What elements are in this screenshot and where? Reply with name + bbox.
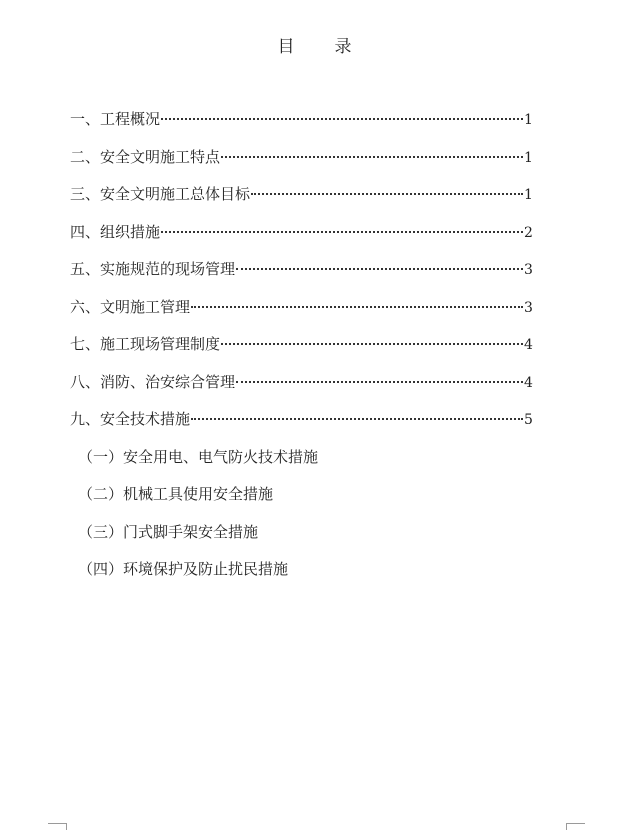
toc-sub-entry-label: （一）安全用电、电气防火技术措施 [78, 447, 319, 466]
toc-title [0, 32, 629, 57]
toc-page-number: 1 [524, 112, 533, 128]
toc-entry[interactable] [70, 104, 532, 142]
toc-page-number: 3 [524, 262, 533, 278]
toc-page-number: 5 [524, 412, 533, 428]
toc-sub-entry[interactable] [70, 554, 532, 592]
toc-dot-leader [221, 142, 523, 158]
toc-entry[interactable] [70, 367, 532, 405]
toc-title-right: 录 [334, 37, 352, 57]
toc-page-number: 1 [524, 149, 533, 166]
toc-page-number: 4 [524, 337, 533, 353]
toc-dot-leader [236, 254, 523, 270]
toc-entry[interactable] [70, 329, 532, 367]
toc-entry-label: 九、安全技术措施 [70, 410, 191, 428]
toc-list [70, 104, 532, 592]
toc-page-number: 3 [524, 299, 533, 316]
toc-dot-leader [191, 292, 523, 308]
toc-entry[interactable] [70, 292, 532, 330]
toc-entry-label: 五、实施规范的现场管理 [70, 260, 236, 278]
toc-entry[interactable] [70, 142, 532, 180]
toc-dot-leader [191, 404, 523, 420]
toc-title-left: 目 [277, 37, 295, 57]
toc-sub-entry-label: （三）门式脚手架安全措施 [78, 522, 259, 541]
toc-dot-leader [161, 104, 523, 120]
toc-page-number: 2 [524, 224, 533, 241]
toc-sub-entry[interactable] [70, 442, 532, 480]
toc-sub-entry[interactable] [70, 479, 532, 517]
toc-sub-entry[interactable] [70, 517, 532, 555]
toc-sub-entry-label: （四）环境保护及防止扰民措施 [78, 560, 289, 578]
toc-entry[interactable] [70, 254, 532, 292]
toc-sub-entry-label: （二）机械工具使用安全措施 [78, 485, 274, 503]
toc-entry-label: 六、文明施工管理 [70, 297, 191, 316]
toc-entry-label: 四、组织措施 [70, 222, 161, 241]
toc-entry-label: 八、消防、治安综合管理 [70, 372, 236, 391]
toc-dot-leader [236, 367, 523, 383]
toc-page-number: 1 [524, 187, 533, 203]
toc-entry-label: 一、工程概况 [70, 110, 161, 128]
toc-page-number: 4 [524, 374, 533, 391]
toc-entry-label: 七、施工现场管理制度 [70, 335, 221, 353]
toc-entry[interactable] [70, 179, 532, 217]
toc-dot-leader [251, 179, 523, 195]
toc-dot-leader [161, 217, 523, 233]
toc-entry-label: 三、安全文明施工总体目标 [70, 185, 251, 203]
toc-entry[interactable] [70, 217, 532, 255]
toc-dot-leader [221, 329, 523, 345]
toc-entry[interactable] [70, 404, 532, 442]
toc-entry-label: 二、安全文明施工特点 [70, 147, 221, 166]
